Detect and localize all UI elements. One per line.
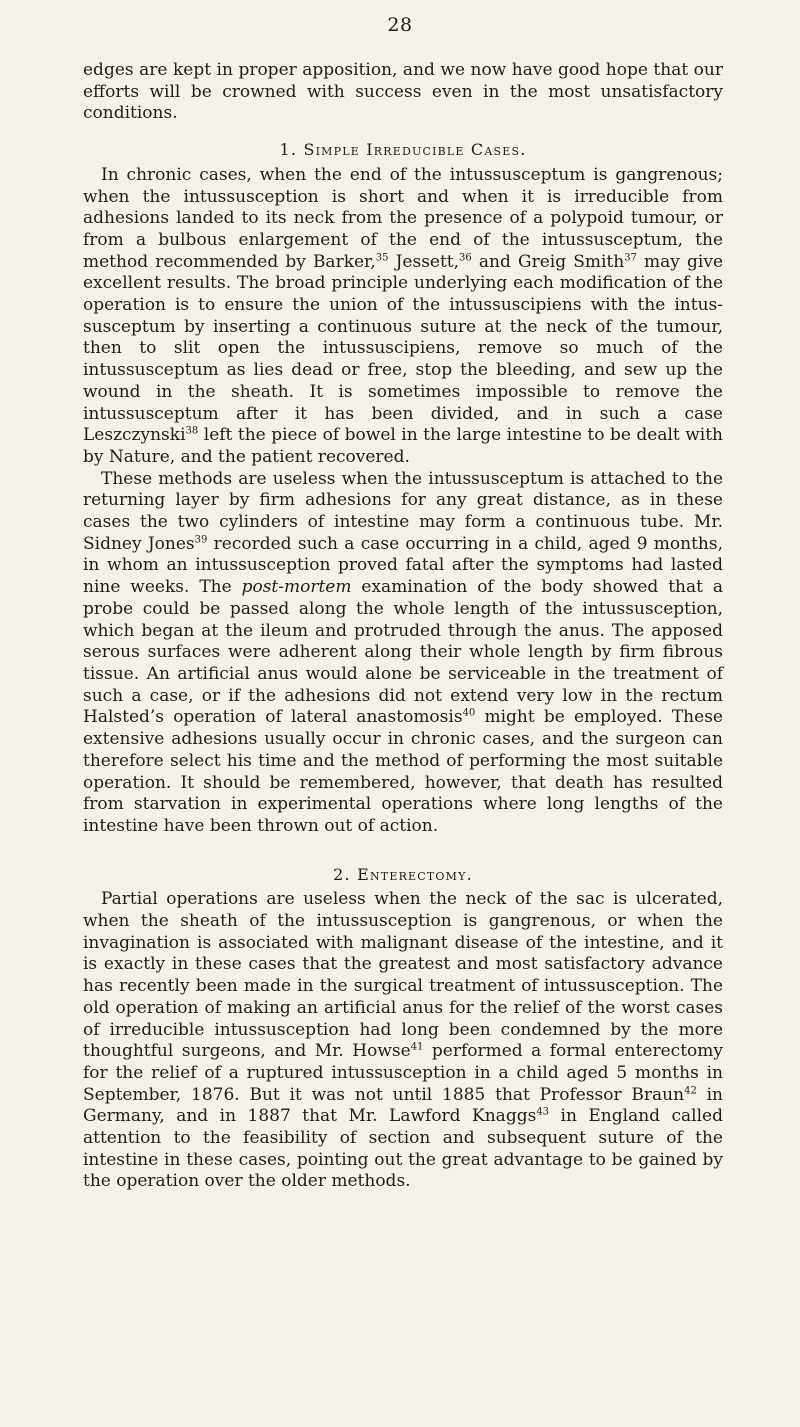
reference-43: 43 [536,1106,550,1118]
page-number: 28 [387,14,413,36]
text-span: might be employed. These extensive adhesions usually occur in chronic cases, and the surgeon can therefore select his time and the method of performing the most suitable operation. It should be remembered, however, that death has resulted from starvation in experimental operations where long lengths of the intestine have been thrown out of action. [83,707,723,836]
text-span: examination of the body showed that a probe could be passed along the whole length of the intussusception, which began at the ileum and protruded through the anus. The apposed serous surfaces were adherent along their whole length by firm fibrous tissue. An artificial anus would alone be serviceable in the treatment of such a case, or if the adhesions did not extend very low in the rectum Halsted’s operation of lateral anastomosis [83,577,723,728]
text-span: and Greig Smith [471,251,625,272]
paragraph-chronic-cases [83,165,723,469]
text-span: in England called attention to the feasibility of section and subsequent suture of the intestine in these cases, pointing out the great advantage to be gained by the operation over the older methods. [83,1106,723,1192]
paragraph-useless-methods [83,469,723,838]
reference-39: 39 [194,534,208,546]
text-span: In chronic cases, when the end of the intussusceptum is gangrenous; when the intussusception is short and when it is irreducible from adhesions landed to its neck from the presence of a polypoid tumour, or from a bulbous enlargement of the end of the intussusceptum, the method recommended by Barker, [83,164,723,272]
reference-40: 40 [462,707,476,719]
opening-paragraph: edges are kept in proper apposition, and we now have good hope that our efforts will be crowned with success even in the most unsatisfactory conditions. [83,60,723,124]
text-span: Partial operations are useless when the neck of the sac is ulcerated, when the sheath of the intussusception is gangrenous, or when the invagination is associated with malignant disease of the intestine, and it is exactly in these cases that the greatest and most satisfactory advance has recently been made in the surgical treatment of intussusception. The old operation of making an artificial anus for the relief of the worst cases of irreducible intussusception had long been condemned by the more thoughtful surgeons, and Mr. Howse [83,889,723,1062]
reference-41: 41 [410,1041,424,1053]
text-span: recorded such a case occurring in a child, aged 9 months, in whom an intussusception proved fatal after the symptoms had lasted nine weeks. The [83,533,723,598]
reference-36: 36 [459,251,472,263]
reference-38: 38 [185,425,199,437]
reference-42: 42 [684,1084,697,1096]
reference-37: 37 [624,251,637,263]
text-span: left the piece of bowel in the large intestine to be dealt with by Nature, and the patient recovered. [83,425,723,467]
text-span: in Germany, and in 1887 that Mr. Lawford Knaggs [83,1084,723,1127]
text-span: may give excellent results. The broad principle underlying each modification of the operation is to ensure the union of the intussuscipiens with the intussusceptum by inserting a continuous suture at the neck of the tumour, then to slit open the intussuscipiens, remove so much of the intussusceptum as lies dead or free, stop the bleeding, and sew up the wound in the sheath. It is sometimes impossible to remove the intussusceptum after it has been divided, and in such a case Leszczynski [83,251,724,446]
section-heading-simple-irreducible-cases: 1. Simple Irreducible Cases. [279,140,527,160]
text-column [83,60,723,1193]
italic-post-mortem: post-mortem [241,577,352,598]
text-span: These methods are useless when the intussusceptum is attached to the returning layer by firm adhesions for any great distance, as in these cases the two cylinders of intestine may form a continuous tube. Mr. Sidney Jones [83,468,723,554]
reference-35: 35 [375,251,389,263]
text-span: Jessett, [388,251,460,272]
section-heading-enterectomy: 2. Enterectomy. [333,864,473,884]
paragraph-partial-operations [83,889,723,1193]
text-span: performed a formal enterectomy for the relief of a ruptured intussusception in a child aged 5 months in September, 1876. But it was not until 1885 that Professor Braun [83,1041,723,1105]
